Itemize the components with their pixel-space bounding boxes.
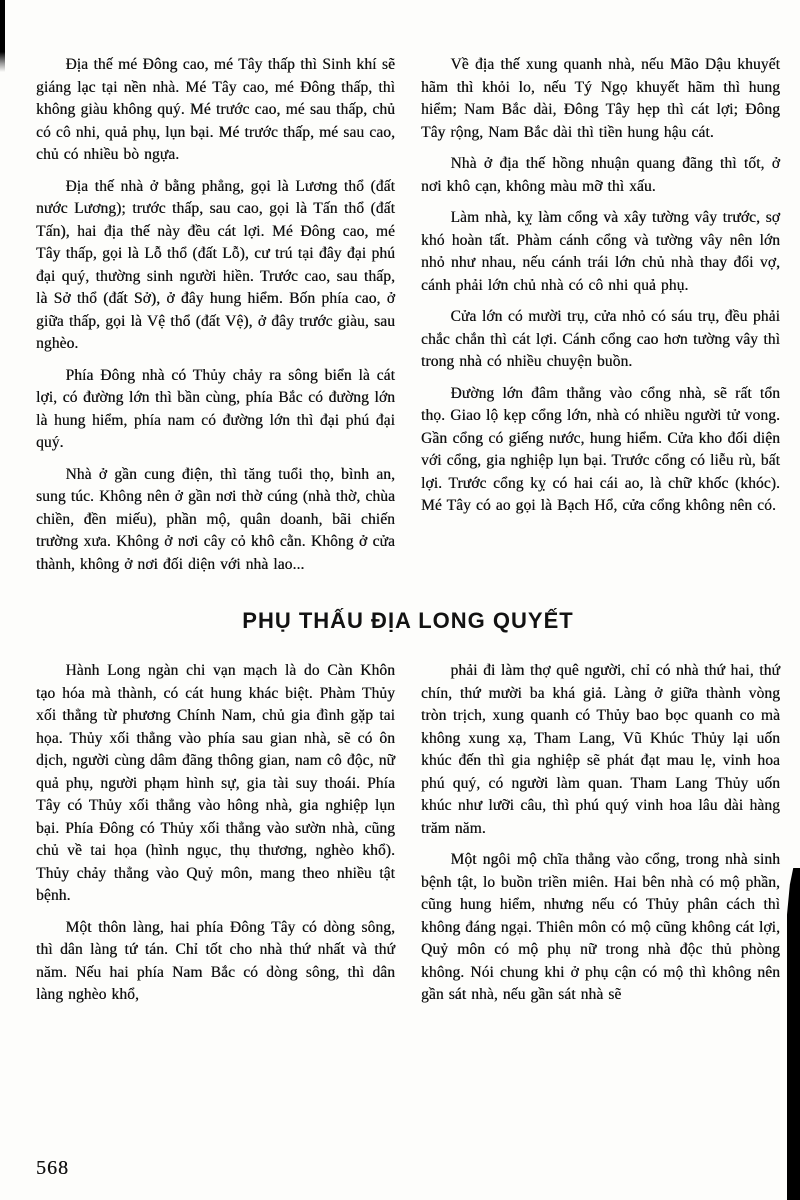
top-left-column — [36, 54, 395, 576]
paragraph: Một thôn làng, hai phía Đông Tây có dòng sông, thì dân làng tứ tán. Chỉ tốt cho nhà thứ nhất và thứ năm. Nếu hai phía Nam Bắc có dòng sông, thì dân làng nghèo khổ, — [36, 918, 395, 1003]
paragraph: Một ngôi mộ chĩa thẳng vào cổng, trong nhà sinh bệnh tật, lo buồn triền miên. Hai bên nhà có mộ phần, cũng hung hiểm, nhưng nếu có Thủy phân cách thì không đáng ngại. Thiên môn có mộ cũng không cát lợi, Quỷ môn có mộ phụ nữ trong nhà độc thủ phòng không. Nói chung khi ở phụ cận có mộ thì không nên gần sát nhà, nếu gần sát nhà sẽ — [421, 851, 780, 1003]
paragraph: Cửa lớn có mười trụ, cửa nhỏ có sáu trụ, đều phải chắc chắn thì cát lợi. Cánh cổng cao hơn tường vây thì trong nhà có nhiều chuyện buồn. — [421, 308, 780, 370]
paragraph: Về địa thế xung quanh nhà, nếu Mão Dậu khuyết hãm thì khỏi lo, nếu Tý Ngọ khuyết hãm thì hung hiểm; Nam Bắc dài, Đông Tây hẹp thì cát lợi; Đông Tây rộng, Nam Bắc dài thì tiền hung hậu cát. — [421, 56, 780, 141]
paragraph: Nhà ở địa thế hồng nhuận quang đãng thì tốt, ở nơi khô cạn, không màu mỡ thì xấu. — [421, 155, 780, 195]
paragraph: Phía Đông nhà có Thủy chảy ra sông biển là cát lợi, có đường lớn thì bần cùng, phía Bắc có đường lớn là hung hiểm, phía nam có đường lớn thì đại phú đại quý. — [36, 366, 395, 451]
paragraph: phải đi làm thợ quê người, chỉ có nhà thứ hai, thứ chín, thứ mười ba khá giả. Làng ở giữa thành vòng tròn trịch, xung quanh có Thủy bao bọc quanh co mà không xung xạ, Tham Lang, Vũ Khúc Thủy lại uốn khúc đến thì gia nghiệp sẽ phát đạt mau lẹ, vinh hoa phú quý, có người làm quan. Tham Lang Thủy uốn khúc như lưỡi câu, thì phú quý vinh hoa lâu dài hàng trăm năm. — [421, 662, 780, 837]
scan-artifact-left-top — [0, 0, 5, 72]
paragraph: Đường lớn đâm thẳng vào cổng nhà, sẽ rất tổn thọ. Giao lộ kẹp cổng lớn, nhà có nhiều người tử vong. Gần cổng có giếng nước, hung hiểm. Cửa kho đối diện với cổng, gia nghiệp lụn bại. Trước cổng có liễu rù, bất lợi. Trước cổng kỵ có hai cái ao, là chữ khốc (khóc). Mé Tây có ao gọi là Bạch Hổ, cửa cổng không nên có. — [421, 384, 780, 514]
paragraph: Địa thế nhà ở bằng phẳng, gọi là Lương thổ (đất nước Lương); trước thấp, sau cao, gọi là Tấn thổ (đất Tấn), hai địa thế này đều cát lợi. Mé Đông cao, mé Tây thấp, gọi là Lỗ thổ (đất Lỗ), cư trú tại đây đại phú đại quý, thường sinh người hiền. Trước cao, sau thấp, là Sở thổ (đất Sở), ở đây hung hiểm. Bốn phía cao, ở giữa thấp, gọi là Vệ thổ (đất Vệ), ở đây trước giàu, sau nghèo. — [36, 177, 395, 352]
paragraph: Nhà ở gần cung điện, thì tăng tuổi thọ, bình an, sung túc. Không nên ở gần nơi thờ cúng (nhà thờ, chùa chiền, đền miếu), phần mộ, quân doanh, bãi chiến trường xưa. Không ở nơi cây cỏ khô cằn. Không ở cửa thành, không ở nơi đối diện với nhà lao... — [36, 465, 395, 573]
bottom-section — [36, 660, 780, 1007]
section-heading: PHỤ THẤU ĐỊA LONG QUYẾT — [242, 608, 574, 633]
bottom-right-column — [421, 660, 780, 1007]
top-section — [36, 54, 780, 576]
paragraph: Làm nhà, kỵ làm cổng và xây tường vây trước, sợ khó hoàn tất. Phàm cánh cổng và tường vây nên lớn nhỏ như nhau, nếu cánh trái lớn chủ nhà thay đổi vợ, cánh phải lớn chủ nhà có cô nhi quả phụ. — [421, 209, 780, 294]
scan-artifact-right-bottom — [787, 868, 800, 1200]
paragraph: Địa thế mé Đông cao, mé Tây thấp thì Sinh khí sẽ giáng lạc tại nền nhà. Mé Tây cao, mé Đông thấp, thì không giàu không quý. Mé trước cao, mé sau thấp, chủ có cô nhi, quả phụ, lụn bại. Mé trước thấp, mé sau cao, chủ có nhiều bò ngựa. — [36, 56, 395, 163]
paragraph: Hành Long ngàn chi vạn mạch là do Càn Khôn tạo hóa mà thành, có cát hung khác biệt. Phàm Thủy xối thẳng từ phương Chính Nam, chủ gia đình gặp tai họa. Thủy xối thẳng vào phía sau gian nhà, sẽ có ôn dịch, người cùng dâm đãng thông gian, nam cô độc, nữ quả phụ, người phạm hình sự, gia tài suy thoái. Phía Tây có Thủy xối thẳng vào hông nhà, gia nghiệp lụn bại. Phía Đông có Thủy xối thẳng vào sườn nhà, cũng chủ về tai họa (hình ngục, thụ thương, nghèo khổ). Thủy chảy thẳng vào Quỷ môn, mang theo nhiều tật bệnh. — [36, 662, 395, 904]
page-number: 568 — [36, 1157, 69, 1179]
bottom-left-column — [36, 660, 395, 1007]
top-right-column — [421, 54, 780, 576]
